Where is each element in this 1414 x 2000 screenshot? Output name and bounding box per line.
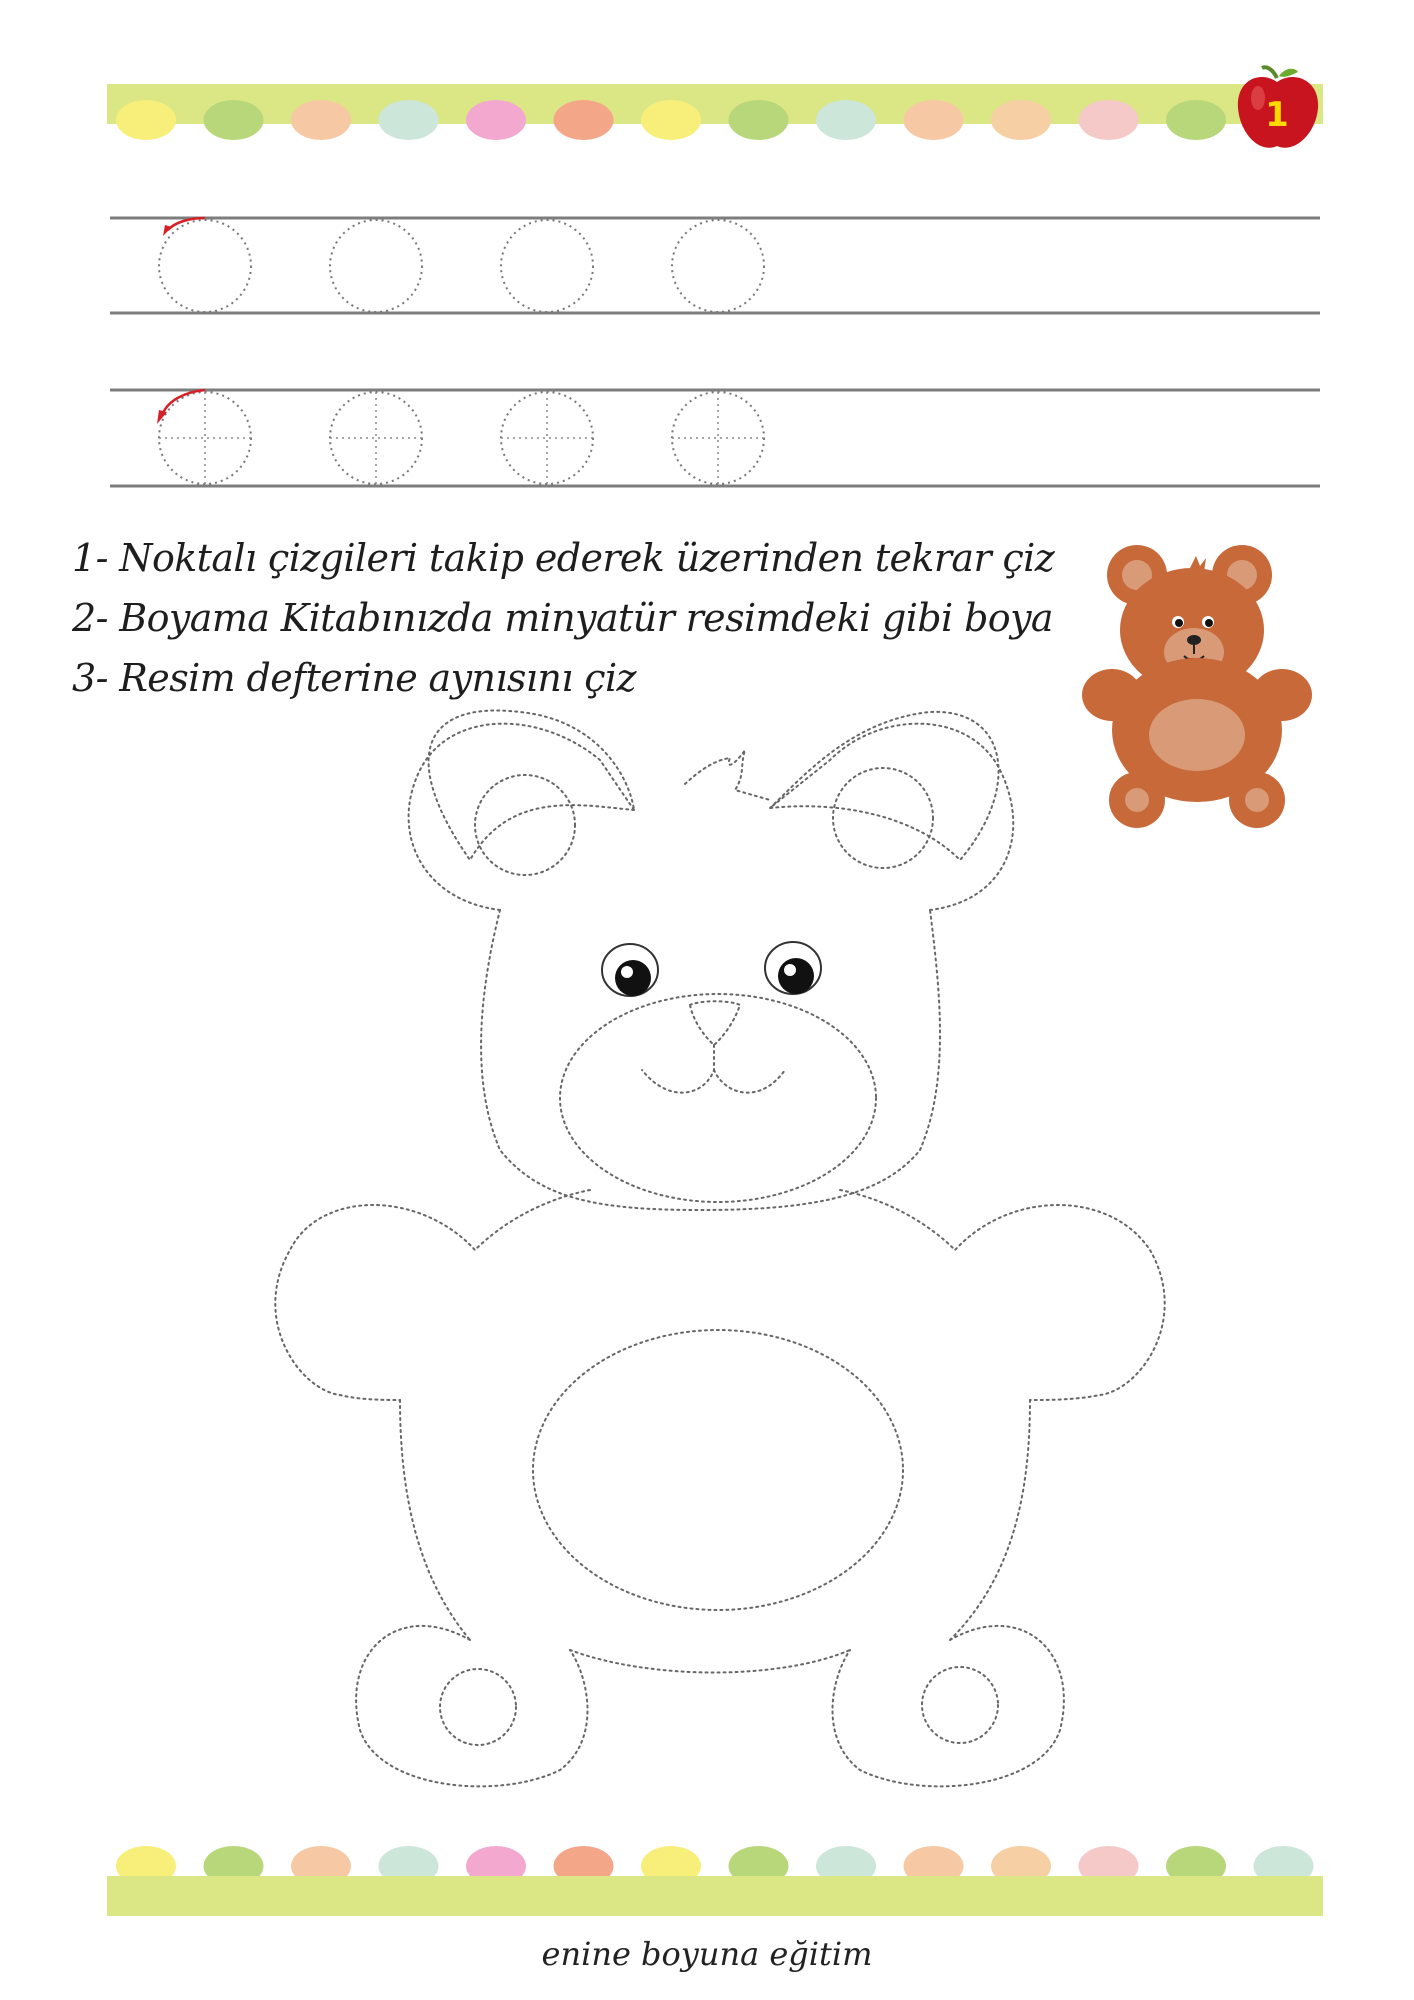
arrowhead-icon <box>157 410 167 424</box>
arrowhead-icon <box>163 225 172 236</box>
tracing-row-circles <box>159 220 764 312</box>
bear-eyes <box>602 942 821 996</box>
tracing-circle <box>501 220 593 312</box>
instruction-2: 2- Boyama Kitabınızda minyatür resimdeki gibi boya <box>72 596 1053 640</box>
dotted-bear-outline <box>275 710 1164 1786</box>
instruction-3: 3- Resim defterine aynısını çiz <box>72 656 636 700</box>
tracing-row-crossed-circles <box>159 392 764 484</box>
tracing-circle <box>330 220 422 312</box>
bottom-color-band <box>107 1876 1323 1916</box>
instruction-1: 1- Noktalı çizgileri takip ederek üzerinden tekrar çiz <box>72 536 1055 580</box>
tracing-circle <box>672 220 764 312</box>
instructions-list <box>72 528 1055 708</box>
tracing-circle <box>159 220 251 312</box>
page-number: 1 <box>1265 95 1289 135</box>
footer-brand: enine boyuna eğitim <box>541 1935 873 1973</box>
miniature-bear-image <box>1082 540 1322 830</box>
direction-arrow-icon <box>162 390 205 415</box>
